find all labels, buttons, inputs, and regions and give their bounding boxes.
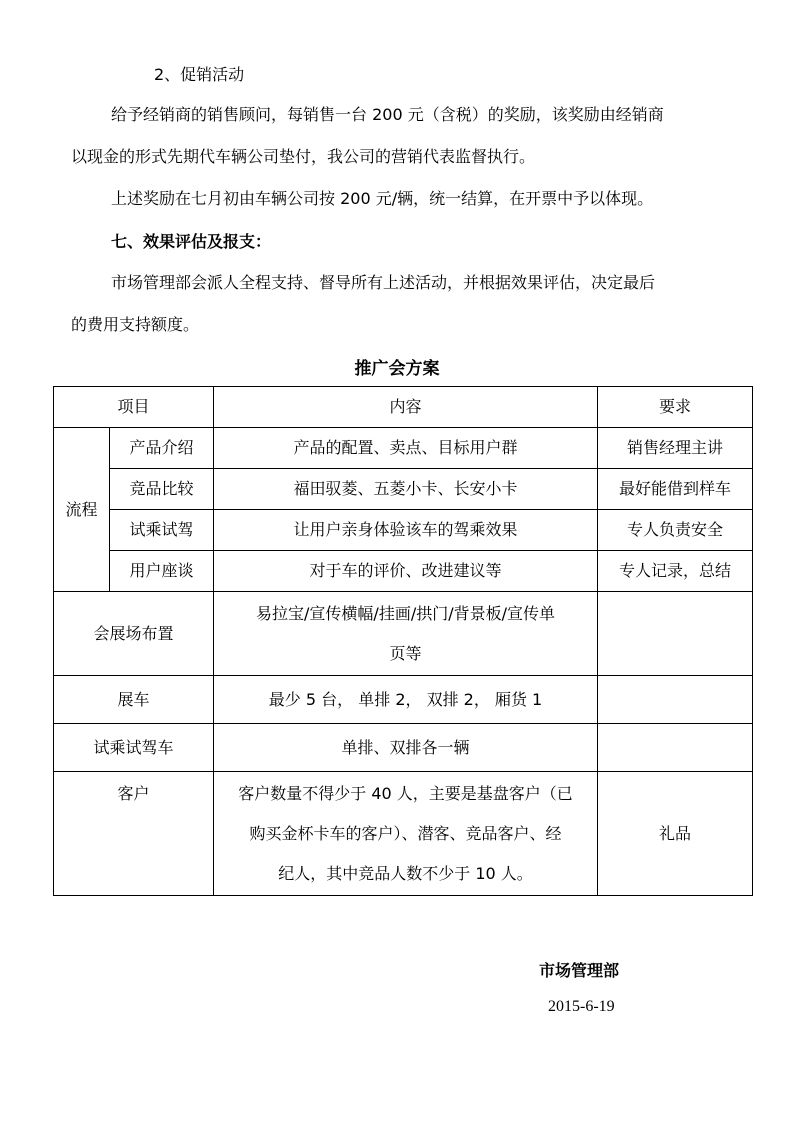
table-row: [54, 510, 753, 551]
header-requirement: 要求: [598, 387, 753, 428]
cell-content-line: 页等: [389, 643, 422, 663]
paragraph-settlement: 上述奖励在七月初由车辆公司按 200 元/辆，统一结算，在开票中予以体现。: [111, 189, 654, 208]
cell-content: 最少 5 台， 单排 2， 双排 2， 厢货 1: [214, 676, 598, 724]
cell-content: 让用户亲身体验该车的驾乘效果: [214, 510, 598, 551]
section-evaluation-heading: 七、效果评估及报支：: [111, 232, 272, 251]
cell-item: 会展场布置: [54, 592, 214, 676]
footer-department: 市场管理部: [539, 961, 620, 980]
cell-item: 客户: [54, 772, 214, 896]
section-promo-heading: 2、促销活动: [154, 65, 245, 84]
table-row: [54, 772, 753, 896]
cell-item: 用户座谈: [110, 551, 214, 592]
cell-requirement: 礼品: [598, 772, 753, 896]
cell-content: 产品的配置、卖点、目标用户群: [214, 428, 598, 469]
table-header-row: [54, 387, 753, 428]
paragraph-reward-line1: 给予经销商的销售顾问，每销售一台 200 元（含税）的奖励，该奖励由经销商: [111, 105, 664, 124]
cell-requirement: 专人记录，总结: [598, 551, 753, 592]
cell-requirement: 最好能借到样车: [598, 469, 753, 510]
cell-item: 试乘试驾: [110, 510, 214, 551]
cell-content-line: 纪人，其中竞品人数不少于 10 人。: [278, 863, 533, 883]
cell-item: 竞品比较: [110, 469, 214, 510]
cell-requirement: [598, 592, 753, 676]
cell-requirement: 销售经理主讲: [598, 428, 753, 469]
cell-content: 对于车的评价、改进建议等: [214, 551, 598, 592]
promotion-plan-table: [53, 386, 753, 896]
cell-content-line: 易拉宝/宣传横幅/挂画/拱门/背景板/宣传单: [256, 603, 555, 623]
paragraph-support-line2: 的费用支持额度。: [71, 315, 200, 334]
flow-label: 流程: [54, 428, 110, 592]
cell-content: 福田驭菱、五菱小卡、长安小卡: [214, 469, 598, 510]
header-content: 内容: [214, 387, 598, 428]
header-item: 项目: [54, 387, 214, 428]
cell-content-line: 客户数量不得少于 40 人，主要是基盘客户（已: [238, 783, 573, 803]
cell-item: 产品介绍: [110, 428, 214, 469]
cell-content: 单排、双排各一辆: [214, 724, 598, 772]
cell-content: [214, 592, 598, 676]
paragraph-support-line1: 市场管理部会派人全程支持、督导所有上述活动，并根据效果评估，决定最后: [111, 273, 656, 292]
cell-item: 试乘试驾车: [54, 724, 214, 772]
table-row: [54, 592, 753, 676]
cell-requirement: [598, 676, 753, 724]
table-row: [54, 724, 753, 772]
table-row: [54, 551, 753, 592]
footer-date: 2015-6-19: [548, 998, 615, 1015]
cell-content-line: 购买金杯卡车的客户）、潜客、竞品客户、经: [249, 823, 562, 843]
cell-requirement: [598, 724, 753, 772]
table-row: [54, 428, 753, 469]
table-row: [54, 676, 753, 724]
cell-item: 展车: [54, 676, 214, 724]
paragraph-reward-line2: 以现金的形式先期代车辆公司垫付，我公司的营销代表监督执行。: [71, 147, 536, 166]
cell-content: [214, 772, 598, 896]
table-title: 推广会方案: [354, 359, 440, 379]
cell-requirement: 专人负责安全: [598, 510, 753, 551]
table-row: [54, 469, 753, 510]
